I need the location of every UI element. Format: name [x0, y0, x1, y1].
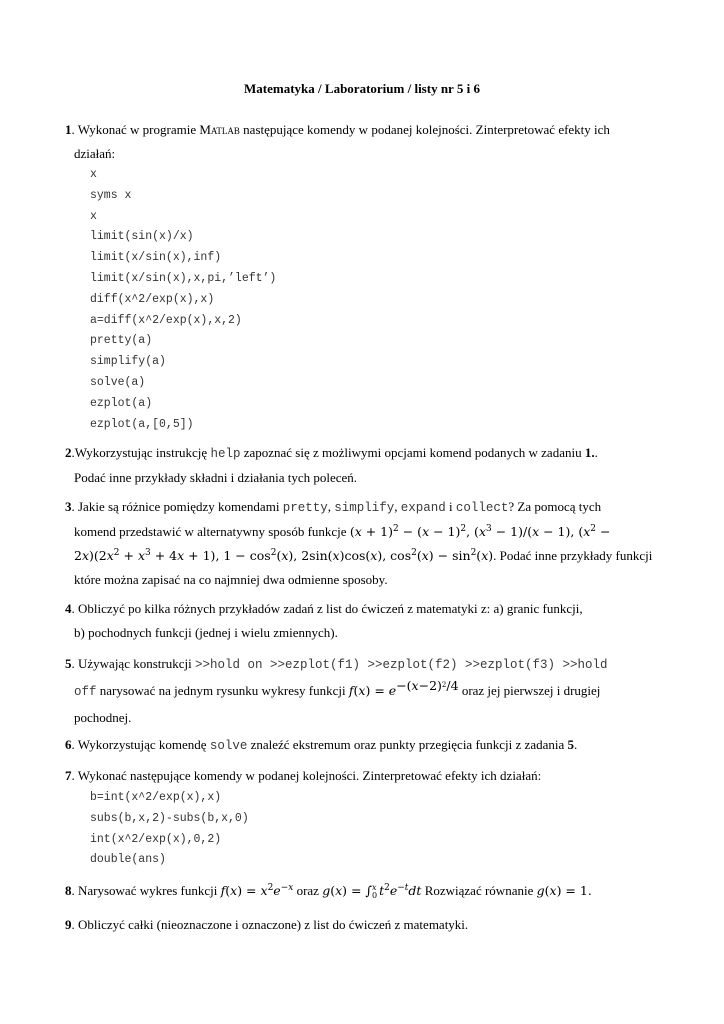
task-text: pochodnej. [74, 710, 132, 725]
code-line: x [90, 209, 97, 223]
code-line: ezplot(a) [90, 396, 153, 410]
task-number: 1 [65, 122, 72, 137]
task-text: narysować na jednym rysunku wykresy funkcji [96, 683, 346, 698]
task-7-code [90, 788, 249, 871]
code-line: subs(b,x,2)-subs(b,x,0) [90, 811, 249, 825]
task-number: 2 [65, 445, 72, 460]
task-number: 5 [65, 656, 72, 671]
task-text: znaleźć ekstremum oraz punkty przegięcia funkcji z zadania [247, 737, 568, 752]
command-expand: expand [400, 501, 446, 515]
code-line: solve(a) [90, 375, 146, 389]
task-7 [65, 764, 655, 788]
task-text: oraz [293, 883, 323, 898]
task-text: . Używając konstrukcji [71, 656, 195, 671]
task-number: 6 [65, 737, 72, 752]
task-text: ? Za pomocą tych [508, 499, 602, 514]
command-help: help [210, 447, 241, 461]
task-text: . Wykonać w programie [71, 122, 200, 137]
command-off: off [74, 685, 97, 699]
formula: g(x) = ∫ x 0 $t^2e^{-t}dt$ [322, 882, 422, 900]
task-number: 3 [65, 499, 72, 514]
task-text: następujące komendy w podanej kolejności. Zinterpretować efekty ich [239, 122, 610, 137]
task-text: . Jakie są różnice pomiędzy komendami [71, 499, 283, 514]
task-reference: 5 [567, 737, 574, 752]
task-text: komend przedstawić w alternatywny sposób funkcje [74, 524, 347, 539]
code-line: b=int(x^2/exp(x),x) [90, 791, 222, 804]
formula: f [348, 683, 354, 698]
task-5: 5. Używając konstrukcji >>hold on >>ezplot(f1) >>ezplot(f2) >>ezplot(f3) >>hold off narysować na jednym rysunku wykresy funkcji $f(x) = e^{-(x-2)^2/4}$ oraz jej pierwszej i drugiej pochodnej. [65, 652, 665, 730]
task-text: Rozwiązać równanie [421, 883, 537, 898]
code-line: ezplot(a,[0,5]) [90, 417, 194, 431]
task-text: . Podać inne przykłady funkcji [493, 548, 653, 563]
task-number: 4 [65, 601, 72, 616]
task-text: które można zapisać na co najmniej dwa odmienne sposoby. [74, 572, 388, 587]
task-4 [65, 597, 655, 645]
task-text: . Obliczyć całki (nieoznaczone i oznaczone) z list do ćwiczeń z matematyki. [71, 917, 469, 932]
code-line: a=diff(x^2/exp(x),x,2) [90, 313, 242, 327]
command-simplify: simplify [334, 501, 395, 515]
task-1 [65, 118, 655, 166]
task-text: . [594, 445, 598, 460]
code-line: pretty(a) [90, 334, 153, 348]
task-9 [65, 913, 655, 937]
task-3: 3. Jakie są różnice pomiędzy komendami pretty, simplify, expand i collect? Za pomocą tych komend przedstawić w alternatywny sposób funkcje $(x + 1)^2 - (x - 1)^2$, $(x^3 - 1)/(x - 1)$, ($x^2$ − $2x)(2x^2 + x^3 + 4x + 1)$, $1 - \cos^2(x)$, 2sin(x)cos(x), $\cos^2(x) - \sin^2(x)$. Podać inne przykłady funkcji które można zapisać na co najmniej dwa odmienne sposoby. [65, 495, 655, 592]
command-solve: solve [209, 739, 248, 753]
command-collect: collect [455, 501, 509, 515]
task-reference: 1. [584, 445, 595, 460]
command-sequence: >>hold on >>ezplot(f1) >>ezplot(f2) >>ezplot(f3) >>hold [194, 658, 608, 672]
code-line: limit(sin(x)/x) [90, 230, 194, 244]
task-text: oraz jej pierwszej i drugiej [458, 683, 601, 698]
task-number: 9 [65, 917, 72, 932]
formula: $f(x) = x^2e^{-x}$ [220, 883, 294, 898]
task-text: . Obliczyć po kilka różnych przykładów zadań z list do ćwiczeń z matematyki z: a) granic funkcji, [71, 601, 583, 616]
task-number: 8 [65, 883, 72, 898]
task-text: zapoznać się z możliwymi opcjami komend podanych w zadaniu [240, 445, 585, 460]
code-line: int(x^2/exp(x),0,2) [90, 832, 222, 846]
code-line: diff(x^2/exp(x),x) [90, 292, 215, 306]
formula: $(x + 1)^2 - (x - 1)^2$, $(x^3 - 1)/(x - 1)$, ($x^2$ − [349, 524, 611, 539]
task-text: b) pochodnych funkcji (jednej i wielu zmiennych). [74, 625, 338, 640]
matlab-name: Matlab [199, 122, 240, 137]
task-text: Podać inne przykłady składni i działania tych poleceń. [74, 470, 358, 485]
task-1-code [90, 165, 276, 435]
task-text: . Narysować wykres funkcji [71, 883, 218, 898]
task-text: . [574, 737, 578, 752]
code-line: syms x [90, 188, 132, 202]
task-text: . Wykorzystując komendę [71, 737, 210, 752]
formula: g(x) = 1. [536, 883, 592, 898]
document-title: Matematyka / Laboratorium / listy nr 5 i 6 [244, 81, 480, 96]
code-line: limit(x/sin(x),inf) [90, 251, 222, 265]
formula: $2x)(2x^2 + x^3 + 4x + 1)$, $1 - \cos^2(x)$, 2sin(x)cos(x), $\cos^2(x) - \sin^2(x)$ [74, 548, 494, 563]
code-line: limit(x/sin(x),x,pi,’left’) [90, 271, 277, 285]
command-pretty: pretty [282, 501, 328, 515]
task-text: .Wykorzystując instrukcję [71, 445, 211, 460]
task-text: działań: [74, 146, 116, 161]
task-6 [65, 733, 655, 758]
task-8 [65, 879, 665, 903]
task-text: . Wykonać następujące komendy w podanej kolejności. Zinterpretować efekty ich działań: [71, 768, 542, 783]
task-2 [65, 441, 655, 490]
code-line: simplify(a) [90, 355, 166, 369]
task-number: 7 [65, 768, 72, 783]
code-line: double(ans) [90, 853, 166, 867]
code-line: x [90, 168, 97, 181]
